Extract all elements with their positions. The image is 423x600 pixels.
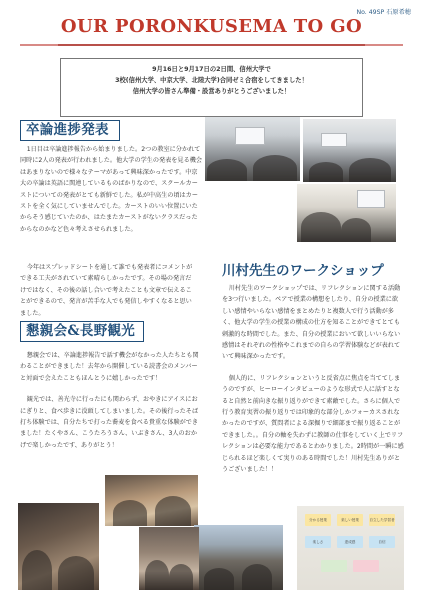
sticky-note: 分かる授業 [305,514,331,526]
thesis-body-2 [20,262,195,319]
photo-presentation-2 [303,119,396,182]
thesis-paragraph-2: 今年はスプレッドシートを通して誰でも発表者にコメントができる工夫がされていて素晴らしかったです。その場の発言だけではなく、その後の話し合いで考えたことも文章で伝えることができるので、発言が苦手な人でも発信しやすくなると思いました。 [20,264,193,317]
social-paragraph-2: 観光では、善光寺に行ったにも関わらず、おやきにアイスにおにぎりと、食べ歩きに没頭してしまいました。その後行ったそば打ち体験では、自分たちで打った蕎麦を食べる貴重な体験ができました！たくやさん、こうたろうさん、いぶきさん、3人のおかげで楽しかったです、ありがとう！ [20,396,199,449]
sticky-note: 自立した学習者 [369,514,395,526]
announcement-line-2: 3校(信州大学、中京大学、北陸大学)合同ゼミ合宿をしてきました！ [115,77,308,84]
photo-presentation-1 [205,117,300,181]
issue-label: No. 49SP 石原希穂 [356,9,411,16]
workshop-body [222,283,404,476]
sticky-note: 楽しさ [305,536,331,548]
photo-dinner-party [18,503,99,590]
sticky-note: 自信 [369,536,395,548]
title-rule-right [365,44,403,46]
social-heading: 懇親会&長野観光 [20,321,144,342]
workshop-heading: 川村先生のワークショップ [222,263,384,279]
sticky-note: 楽しい授業 [337,514,363,526]
title-rule [58,44,365,46]
thesis-heading: 卒論進捗発表 [20,120,120,141]
photo-presentation-3 [297,184,396,242]
social-body [20,350,200,451]
social-paragraph-1: 懇親会では、卒論進捗報告で話す機会がなかった人たちとも関わることができました！去年から開催している読書会のメンバーと対面で会えたこともほんとうに嬉しかったです！ [20,352,199,382]
announcement-line-3: 信州大学の皆さん準備・設営ありがとうございました！ [132,88,291,95]
thesis-body-1 [20,144,202,235]
announcement-box [60,58,363,117]
photo-soba-making [105,475,198,526]
thesis-paragraph-1: 1日目は卒論進捗報告から始まりました。2つの教室に分かれて同時に2人の発表が行われました。他大学の学生の発表を見る機会はあまりないので様々なテーマがあって興味深かったです。中京大の卒論は英語に関連しているものばかりなので、スクールカーストについての発表がとても新鮮でした。私が中高生の頃はカーストを全く気にしていませんでした。カーストのいい位置にいたからそう感じていたのか、はたまたカーストがないクラスだったからなのかなど色々考えさせられました。 [20,146,202,233]
workshop-paragraph-1: 川村先生のワークショップでは、リフレクションに関する活動を3つ行いました。ペアで授業の構想をしたり、自分の授業に欲しい感情やいらない感情をまとめたりと複数人で行う活動が多く、他大学の学生の授業の構成の仕方を知ることができてとても刺激的な時間でした。また、自分の授業において欲しいいらない感情はそれぞれの性格やこれまでの自らの学習体験などが表れていて興味深かったです。 [222,285,401,361]
photo-zenkoji-temple [194,525,283,590]
announcement-line-1: 9月16日と9月17日の2日間、信州大学で [152,66,271,73]
workshop-paragraph-2: 個人的に、リフレクションというと反省点に焦点を当ててしまうのですが、ヒーローインタビューのような形式で人に話すとなると自然と前向きな振り返りができて素敵でした。さらに個人で行う教育実習の振り返りでは印象的な部分しかフォーカスされなかったのですが、質問者による深掘りで細部まで振り返ることができました。。自分の軸を失わずに教師の仕事をしていく上でリフレクションは必要な能力であるとわかりました。2時間が一瞬に感じられるほど楽しくて実りのある時間でした！川村先生ありがとうございました！！ [222,374,404,474]
sticky-note: 達成感 [337,536,363,548]
photo-group-dining [139,527,199,590]
newsletter-title: OUR PORONKUSEMA TO GO [60,16,363,37]
photo-workshop-sticky-notes [297,506,404,590]
title-rule-left [20,44,58,46]
